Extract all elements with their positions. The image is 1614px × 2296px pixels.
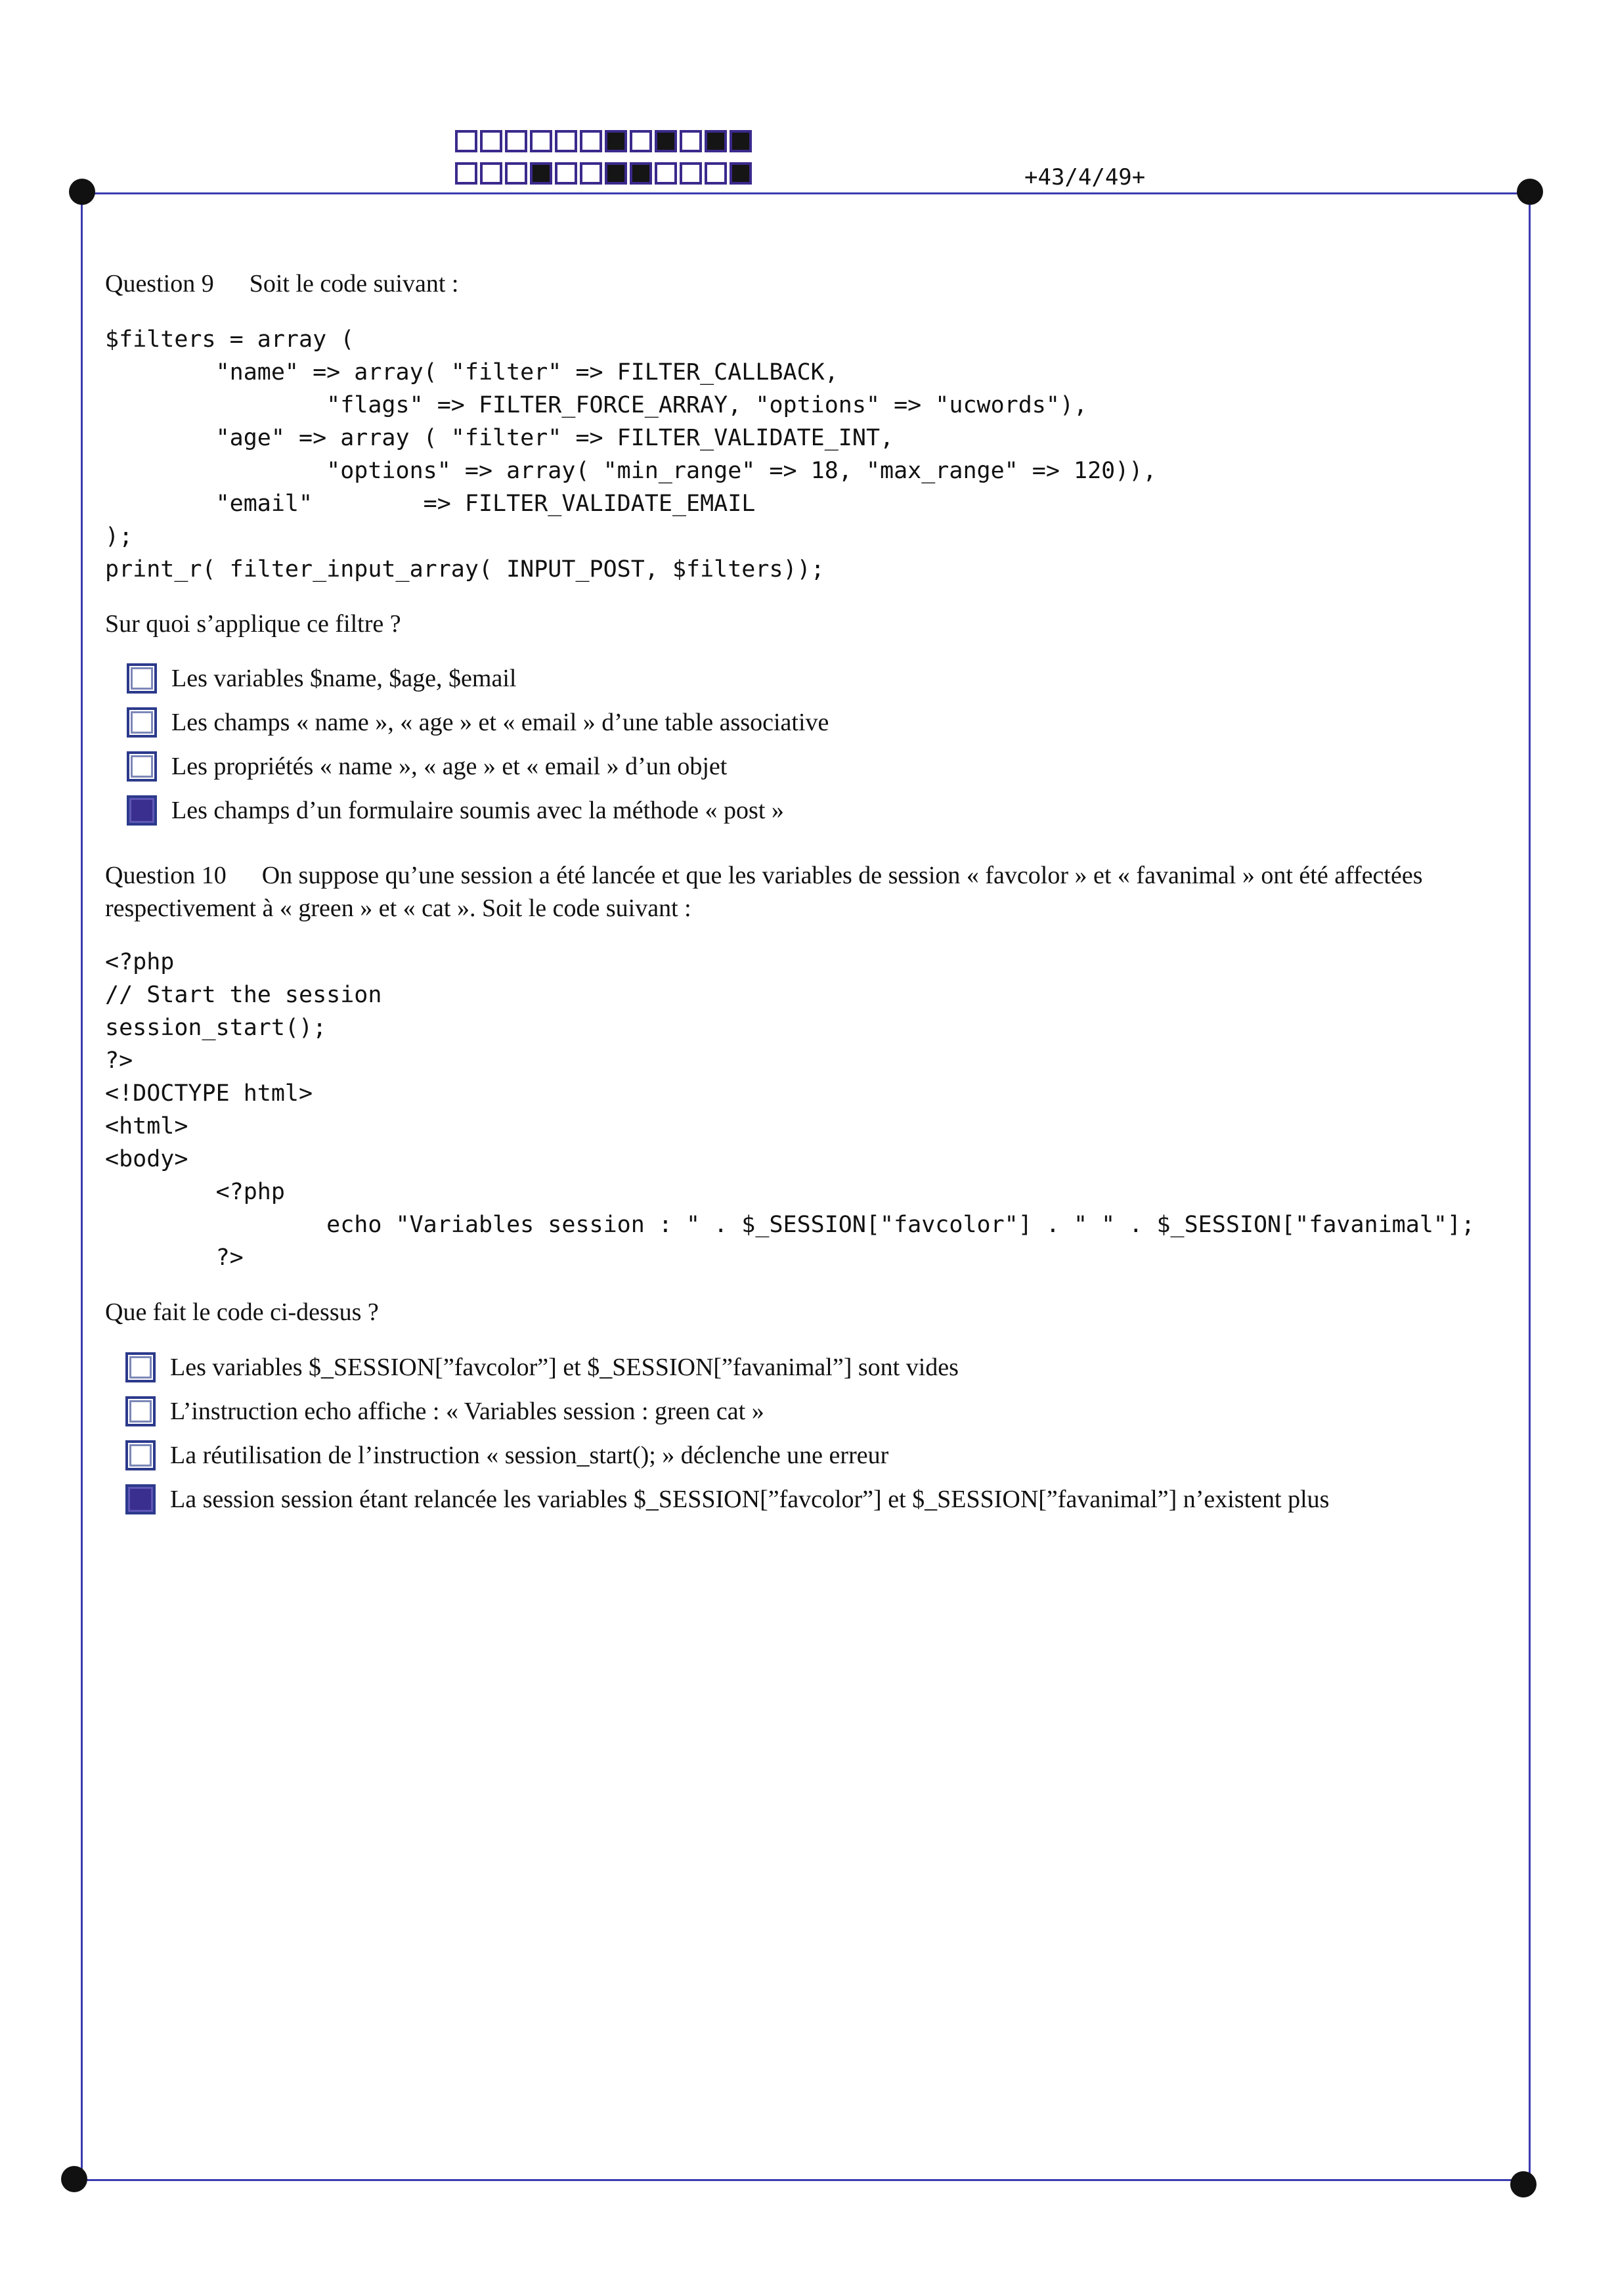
corner-marker-top-left	[69, 179, 95, 205]
page-id: +43/4/49+	[1024, 164, 1146, 190]
q10-option-4-checkbox[interactable]	[125, 1484, 156, 1514]
barcode-cell	[730, 162, 752, 185]
barcode-cell	[680, 130, 702, 152]
q9-option-2-checkbox[interactable]	[127, 707, 157, 738]
question-10-intro: On suppose qu’une session a été lancée et que les variables de session « favcolor » et « favanimal » ont été affectées respectivement à « green » et « cat ». Soit le code suivant :	[105, 862, 1423, 922]
q9-option-2-label: Les champs « name », « age » et « email » d’une table associative	[171, 709, 829, 736]
q10-option-3-checkbox[interactable]	[125, 1440, 156, 1470]
barcode-cell	[530, 130, 552, 152]
q9-option-2[interactable]	[127, 707, 829, 738]
barcode-cell	[455, 130, 477, 152]
barcode-cell	[505, 130, 527, 152]
barcode-row-1	[455, 130, 754, 152]
corner-marker-bottom-left	[61, 2166, 87, 2192]
q10-option-2-label: L’instruction echo affiche : « Variables session : green cat »	[170, 1398, 764, 1425]
corner-marker-top-right	[1517, 179, 1543, 205]
q10-option-1-checkbox[interactable]	[125, 1352, 156, 1382]
barcode-cell	[630, 162, 652, 185]
frame-top-line	[82, 192, 1532, 194]
barcode-cell	[480, 162, 502, 185]
frame-right-line	[1529, 192, 1531, 2179]
barcode-cell	[580, 162, 602, 185]
barcode-cell	[605, 130, 627, 152]
barcode-cell	[455, 162, 477, 185]
q9-option-3[interactable]	[127, 751, 727, 782]
corner-marker-bottom-right	[1510, 2171, 1537, 2197]
q9-option-3-label: Les propriétés « name », « age » et « email » d’un objet	[171, 753, 728, 780]
q10-option-1-label: Les variables $_SESSION[”favcolor”] et $_SESSION[”favanimal”] sont vides	[170, 1354, 959, 1381]
barcode-cell	[480, 130, 502, 152]
frame-left-line	[81, 192, 83, 2179]
frame-bottom-line	[74, 2179, 1525, 2181]
q10-option-3[interactable]	[125, 1440, 888, 1470]
question-9-prompt: Sur quoi s’applique ce filtre ?	[105, 610, 401, 638]
q9-option-3-checkbox[interactable]	[127, 751, 157, 782]
barcode-cell	[580, 130, 602, 152]
barcode-row-2	[455, 162, 754, 185]
q10-option-2[interactable]	[125, 1396, 764, 1426]
barcode-cell	[605, 162, 627, 185]
q9-option-4-checkbox[interactable]	[127, 795, 157, 826]
question-10-header	[105, 859, 1510, 925]
q10-option-3-label: La réutilisation de l’instruction « session_start(); » déclenche une erreur	[170, 1442, 889, 1469]
question-9-header	[105, 267, 458, 300]
question-9-label: Question 9	[105, 270, 214, 298]
q10-option-2-checkbox[interactable]	[125, 1396, 156, 1426]
question-9-intro: Soit le code suivant :	[249, 270, 459, 298]
barcode-cell	[705, 162, 727, 185]
q10-option-1[interactable]	[125, 1352, 959, 1382]
barcode-cell	[730, 130, 752, 152]
barcode-cell	[655, 162, 677, 185]
q9-option-4-label: Les champs d’un formulaire soumis avec la méthode « post »	[171, 797, 784, 824]
question-9-code: $filters = array ( "name" => array( "filter" => FILTER_CALLBACK, "flags" => FILTER_FORCE_ARRAY, "options" => "ucwords"), "age" => array ( "filter" => FILTER_VALIDATE_INT, "options" => array( "min_range" => 18, "max_range" => 120)), "email" => FILTER_VALIDATE_EMAIL ); print_r( filter_input_array( INPUT_POST, $filters));	[105, 326, 1157, 583]
q9-option-4[interactable]	[127, 795, 784, 826]
barcode-cell	[555, 162, 577, 185]
q9-option-1-checkbox[interactable]	[127, 663, 157, 694]
barcode-cell	[530, 162, 552, 185]
question-10-code: <?php // Start the session session_start(); ?> <!DOCTYPE html> <html> <body> <?php echo "Variables session : " . $_SESSION["favcolor"] . " " . $_SESSION["favanimal"]; ?>	[105, 949, 1475, 1271]
barcode-cell	[505, 162, 527, 185]
q10-option-4[interactable]	[125, 1484, 1329, 1514]
barcode-cell	[680, 162, 702, 185]
q10-option-4-label: La session session étant relancée les variables $_SESSION[”favcolor”] et $_SESSION[”favanimal”] n’existent plus	[170, 1486, 1330, 1513]
barcode-cell	[655, 130, 677, 152]
q9-option-1[interactable]	[127, 663, 516, 694]
question-10-label: Question 10	[105, 862, 227, 889]
barcode-cell	[555, 130, 577, 152]
question-10-prompt: Que fait le code ci-dessus ?	[105, 1298, 379, 1326]
barcode-cell	[630, 130, 652, 152]
q9-option-1-label: Les variables $name, $age, $email	[171, 665, 517, 692]
barcode-cell	[705, 130, 727, 152]
